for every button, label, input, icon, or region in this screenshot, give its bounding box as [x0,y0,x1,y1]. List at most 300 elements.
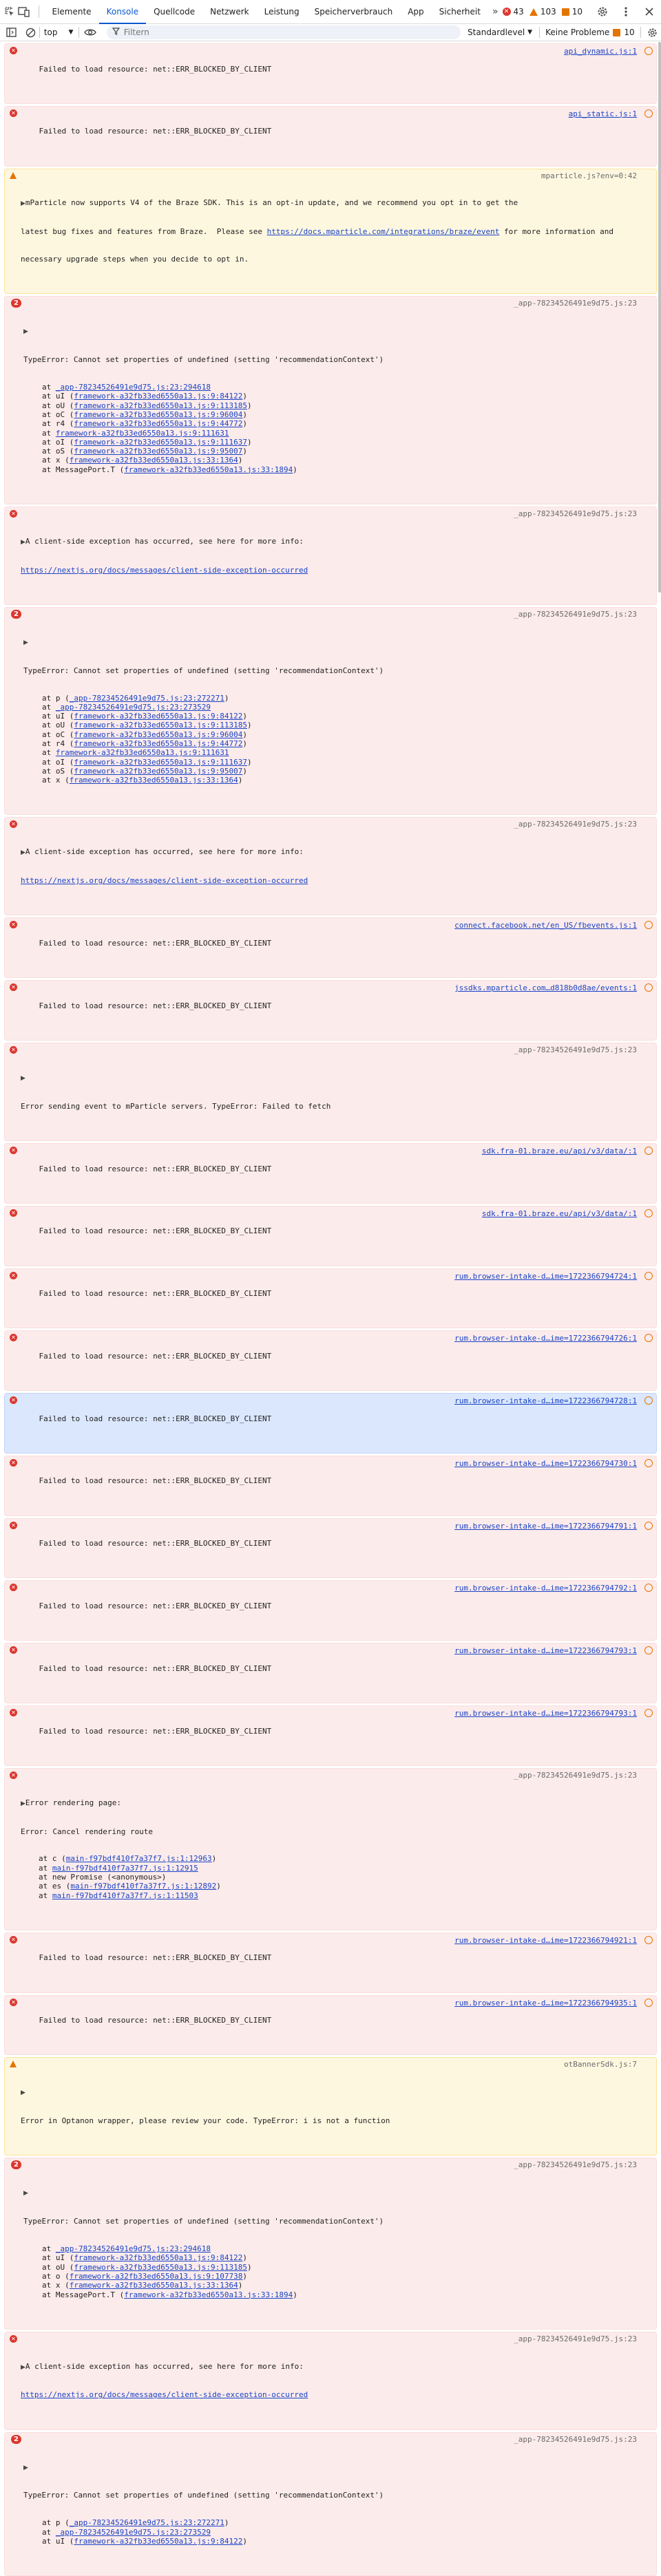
stack-frame-suffix: ) [242,766,248,776]
stack-frame-suffix: ) [238,776,243,785]
stack-frame-prefix: at MessagePort.T ( [42,465,125,474]
stack-frame [21,2281,652,2290]
stack-frame-link[interactable]: main-f97bdf410f7a37f7.js:1:11503 [52,1891,198,1900]
stack-frame-link[interactable]: framework-a32fb33ed6550a13.js:9:113185 [74,721,248,730]
stack-frame-link[interactable]: framework-a32fb33ed6550a13.js:9:111631 [55,748,229,758]
source-link[interactable]: api_dynamic.js:1 [564,47,637,56]
network-request-icon[interactable] [644,1936,653,1944]
console-message-error[interactable] [4,1330,657,1391]
error-icon: ✕ [10,1272,17,1279]
stack-frame [21,1873,652,1882]
stack-frame [21,2518,652,2527]
context-value: top [43,28,58,37]
console-message-error-group[interactable] [4,2432,657,2576]
stack-frame-prefix: at oU ( [42,2262,74,2272]
stack-frame-link[interactable]: _app-78234526491e9d75.js:23:272271 [69,2518,224,2528]
console-message-warning[interactable] [4,2057,657,2155]
stack-frame-prefix: at uI ( [42,2253,74,2263]
stack-frame [21,721,652,730]
docs-link[interactable]: https://nextjs.org/docs/messages/client-side-exception-occurred [21,876,308,886]
stack-frame-prefix: at r4 ( [42,419,74,429]
console-message-error[interactable] [4,1643,657,1703]
error-count-icon: ✕ [503,8,511,16]
stack-frame-link[interactable]: framework-a32fb33ed6550a13.js:9:111637 [74,437,248,447]
stack-frame-link[interactable]: framework-a32fb33ed6550a13.js:9:84122 [74,712,243,721]
issue-count: 10 [571,7,583,17]
stack-frame-prefix: at MessagePort.T ( [42,2290,125,2299]
tab-speicherverbrauch[interactable]: Speicherverbrauch [314,6,393,17]
chevron-down-icon: ▼ [68,29,74,36]
network-request-icon[interactable] [644,1272,653,1280]
stack-frame-suffix: ) [224,693,229,703]
message-text: Failed to load resource: net::ERR_BLOCKED_BY_CLIENT [39,1414,272,1423]
stack-frame-suffix: ) [238,2281,243,2290]
source-link[interactable]: rum.browser-intake-d…ime=1722366794935:1 [454,1998,637,2008]
error-headline: TypeError: Cannot set properties of undefined (setting 'recommendationContext') [23,666,384,675]
network-request-icon[interactable] [644,1584,653,1592]
message-text: Failed to load resource: net::ERR_BLOCKED_BY_CLIENT [39,1164,272,1173]
source-link[interactable]: api_static.js:1 [568,109,637,118]
error-icon: ✕ [10,1709,17,1716]
stack-frame-suffix: ) [242,2253,248,2263]
console-message-error-group[interactable] [4,2158,657,2329]
stack-frame-link[interactable]: framework-a32fb33ed6550a13.js:9:113185 [74,2262,248,2272]
stack-frame [21,767,652,776]
source-label[interactable]: otBannerSdk.js:7 [564,2060,637,2069]
expand-caret-icon[interactable]: ▶ [23,639,28,646]
message-line: A client-side exception has occurred, see here for more info: [25,536,304,546]
context-selector[interactable] [40,28,79,37]
tab-netzwerk[interactable]: Netzwerk [210,6,249,17]
stack-frame [21,703,652,712]
error-icon: ✕ [10,1522,17,1529]
stack-frame-prefix: at new Promise (<anonymous>) [39,1873,167,1882]
stack-trace [21,2518,652,2546]
stack-frame [21,2263,652,2272]
stack-frame [21,776,652,785]
error-icon: ✕ [10,2335,17,2343]
expand-caret-icon[interactable]: ▶ [23,2464,28,2471]
repeat-count-badge: 2 [11,2435,21,2444]
source-link[interactable]: rum.browser-intake-d…ime=1722366794791:1 [454,1521,637,1531]
repeat-count-badge: 2 [11,299,21,308]
stack-frame-suffix: ) [242,447,248,456]
stack-frame [21,712,652,721]
console-message-error[interactable] [4,2332,657,2430]
stack-trace [21,2244,652,2299]
stack-frame-suffix: ) [247,437,252,447]
error-icon: ✕ [10,1147,17,1154]
stack-frame-suffix: ) [247,757,252,767]
source-label[interactable]: mparticle.js?env=0:42 [541,171,637,180]
stack-frame-suffix: ) [293,2290,297,2299]
stack-frame-link[interactable]: framework-a32fb33ed6550a13.js:9:84122 [74,2253,243,2263]
repeat-count-badge: 2 [11,2160,21,2169]
message-text: Failed to load resource: net::ERR_BLOCKED_BY_CLIENT [39,1726,272,1736]
docs-link[interactable]: https://nextjs.org/docs/messages/client-side-exception-occurred [21,565,308,575]
stack-frame-suffix: ) [242,730,248,739]
source-label[interactable]: _app-78234526491e9d75.js:23 [514,1770,637,1780]
stack-frame [21,694,652,703]
stack-frame-suffix: ) [242,2271,248,2281]
issues-count: 10 [624,28,635,37]
tab-sicherheit[interactable]: Sicherheit [439,6,481,17]
message-text: Failed to load resource: net::ERR_BLOCKED_BY_CLIENT [39,1289,272,1299]
stack-frame-prefix: at oC ( [42,730,74,739]
error-icon: ✕ [10,510,17,518]
error-icon: ✕ [10,1459,17,1467]
log-level-value: Standardlevel [468,28,525,37]
more-options-icon[interactable] [617,3,635,21]
console-messages [0,42,661,2546]
network-request-icon[interactable] [644,1396,653,1405]
console-message-error[interactable] [4,106,657,167]
network-request-icon[interactable] [644,47,653,55]
stack-frame-suffix: ) [242,419,248,429]
error-icon: ✕ [10,1334,17,1341]
stack-frame-prefix: at p ( [42,2518,70,2528]
expand-caret-icon[interactable]: ▶ [21,2363,25,2371]
more-tabs-icon[interactable]: » [492,6,499,17]
stack-frame-link[interactable]: framework-a32fb33ed6550a13.js:9:44772 [74,739,243,749]
message-line: latest bug fixes and features from Braze. Please see [21,227,267,237]
stack-frame-link[interactable]: framework-a32fb33ed6550a13.js:9:96004 [74,409,243,419]
stack-frame-prefix: at [42,702,56,712]
network-request-icon[interactable] [644,1459,653,1467]
console-settings-gear-icon[interactable] [644,23,661,41]
stack-frame-suffix: ) [224,2518,229,2528]
stack-frame-link[interactable]: framework-a32fb33ed6550a13.js:9:84122 [74,392,243,401]
stack-frame [21,2528,652,2537]
error-icon: ✕ [10,1584,17,1591]
warning-icon [10,172,17,179]
network-request-icon[interactable] [644,109,653,118]
message-text: Failed to load resource: net::ERR_BLOCKED_BY_CLIENT [39,1953,272,1963]
tab-konsole[interactable]: Konsole [99,0,147,24]
expand-caret-icon[interactable]: ▶ [21,1800,25,1807]
message-text: Failed to load resource: net::ERR_BLOCKED_BY_CLIENT [39,1476,272,1486]
stack-frame [21,383,652,392]
stack-frame-link[interactable]: framework-a32fb33ed6550a13.js:9:113185 [74,401,248,410]
source-label[interactable]: _app-78234526491e9d75.js:23 [514,2334,637,2343]
source-label[interactable]: _app-78234526491e9d75.js:23 [514,299,637,308]
error-icon: ✕ [10,1396,17,1404]
network-request-icon[interactable] [644,1522,653,1530]
console-message-error[interactable] [4,1043,657,1141]
stack-frame [21,2253,652,2262]
stack-frame-link[interactable]: framework-a32fb33ed6550a13.js:9:107738 [69,2271,243,2281]
live-expression-eye-icon[interactable] [79,21,101,45]
stack-frame-prefix: at es ( [39,1882,71,1891]
console-message-warning[interactable] [4,169,657,295]
stack-frame [21,730,652,739]
stack-frame-suffix: ) [211,1854,217,1864]
expand-caret-icon[interactable]: ▶ [21,849,25,857]
stack-frame-link[interactable]: framework-a32fb33ed6550a13.js:9:44772 [74,419,243,429]
stack-frame-prefix: at x ( [42,2281,70,2290]
error-headline: Error: Cancel rendering route [21,1827,154,1836]
console-message-error[interactable] [4,507,657,605]
stack-frame-link[interactable]: _app-78234526491e9d75.js:23:273529 [55,702,211,712]
network-request-icon[interactable] [644,921,653,929]
stack-frame-prefix: at oS ( [42,447,74,456]
source-label[interactable]: _app-78234526491e9d75.js:23 [514,820,637,829]
stack-frame-suffix: ) [238,456,243,465]
error-icon: ✕ [10,1936,17,1944]
stack-frame-link[interactable]: _app-78234526491e9d75.js:23:294618 [55,2244,211,2254]
source-link[interactable]: rum.browser-intake-d…ime=1722366794724:1 [454,1271,637,1281]
source-label[interactable]: _app-78234526491e9d75.js:23 [514,1045,637,1054]
sidebar-toggle-icon[interactable] [1,21,21,45]
stack-frame-suffix: ) [247,2262,252,2272]
stack-frame [21,410,652,419]
message-line: mParticle now supports V4 of the Braze SDK. This is an opt-in update, and we recommend you opt in to get the [25,198,518,208]
console-message-error[interactable] [4,1995,657,2056]
stack-frame-link[interactable]: framework-a32fb33ed6550a13.js:9:111637 [74,757,248,767]
console-message-error[interactable] [4,1933,657,1993]
message-text: Error sending event to mParticle servers. TypeError: Failed to fetch [21,1101,331,1111]
error-count: 43 [513,7,524,17]
error-icon: ✕ [10,1999,17,2006]
issue-count-icon [562,8,569,16]
clear-console-icon[interactable] [21,21,39,45]
expand-caret-icon[interactable]: ▶ [21,1074,25,1082]
tab-leistung[interactable]: Leistung [264,6,300,17]
stack-frame-suffix: ) [242,392,248,401]
stack-frame [21,419,652,428]
console-message-error-group[interactable] [4,607,657,816]
close-icon[interactable] [640,3,658,21]
stack-frame [21,758,652,767]
stack-frame-link[interactable]: framework-a32fb33ed6550a13.js:9:111631 [55,428,229,438]
error-headline: TypeError: Cannot set properties of undefined (setting 'recommendationContext') [23,355,384,365]
stack-frame [21,1891,652,1900]
log-level-dropdown[interactable] [461,28,539,37]
error-icon: ✕ [10,109,17,117]
message-counters[interactable] [503,3,661,21]
stack-frame-prefix: at [42,383,56,392]
error-icon: ✕ [10,47,17,54]
stack-frame-link[interactable]: framework-a32fb33ed6550a13.js:33:1894 [124,2290,293,2299]
stack-frame-link[interactable]: main-f97bdf410f7a37f7.js:1:12892 [70,1882,217,1891]
message-line: necessary upgrade steps when you decide to opt in. [21,255,249,264]
stack-frame-link[interactable]: framework-a32fb33ed6550a13.js:33:1364 [69,776,238,785]
source-label[interactable]: _app-78234526491e9d75.js:23 [514,509,637,518]
console-message-error[interactable] [4,1143,657,1204]
console-message-error[interactable] [4,1580,657,1641]
stack-frame-link[interactable]: _app-78234526491e9d75.js:23:272271 [69,693,224,703]
stack-frame-link[interactable]: _app-78234526491e9d75.js:23:294618 [55,383,211,392]
error-icon: ✕ [10,921,17,928]
expand-caret-icon[interactable]: ▶ [23,2190,28,2197]
stack-frame-link[interactable]: framework-a32fb33ed6550a13.js:9:96004 [74,730,243,739]
message-line: A client-side exception has occurred, see here for more info: [25,847,304,857]
repeat-count-badge: 2 [11,610,21,619]
message-line: for more information and [499,227,613,237]
network-request-icon[interactable] [644,1147,653,1155]
warning-icon [10,2061,17,2067]
source-link[interactable]: rum.browser-intake-d…ime=1722366794730:1 [454,1458,637,1468]
source-label[interactable]: _app-78234526491e9d75.js:23 [514,2434,637,2444]
stack-trace [21,694,652,785]
console-toolbar [0,24,661,41]
source-link[interactable]: jssdks.mparticle.com…d818b0d8ae/events:1 [454,983,637,993]
stack-frame-suffix: ) [242,712,248,721]
network-request-icon[interactable] [644,1709,653,1717]
divider [640,27,641,38]
network-request-icon[interactable] [644,983,653,992]
error-icon: ✕ [10,983,17,991]
stack-frame-link[interactable]: framework-a32fb33ed6550a13.js:9:84122 [74,2536,243,2546]
filter-box[interactable] [107,25,461,39]
stack-frame [21,2244,652,2253]
console-message-error[interactable] [4,817,657,915]
warning-count-icon [529,8,538,16]
stack-frame [21,1864,652,1873]
filter-input[interactable] [124,28,454,37]
stack-frame [21,401,652,410]
console-message-error-selected[interactable] [4,1393,657,1454]
stack-frame [21,1882,652,1891]
issues-button[interactable] [540,28,640,37]
stack-frame [21,465,652,474]
stack-frame-prefix: at [42,2527,56,2537]
console-message-error[interactable] [4,1206,657,1266]
error-icon: ✕ [10,1209,17,1217]
network-request-icon[interactable] [644,1209,653,1217]
stack-frame [21,748,652,757]
network-request-icon[interactable] [644,1999,653,2007]
stack-frame [21,739,652,748]
tab-quellcode[interactable]: Quellcode [154,6,196,17]
stack-frame-suffix: ) [247,401,252,410]
console-message-error[interactable] [4,1518,657,1579]
expand-caret-icon[interactable]: ▶ [23,328,28,336]
stack-frame [21,2290,652,2299]
console-message-error[interactable] [4,43,657,104]
message-text: Failed to load resource: net::ERR_BLOCKED_BY_CLIENT [39,2016,272,2025]
console-scrollbar[interactable] [658,42,661,593]
stack-frame-prefix: at uI ( [42,392,74,401]
error-icon: ✕ [10,1046,17,1054]
stack-frame-prefix: at [39,1891,52,1900]
stack-frame-prefix: at [42,2244,56,2254]
error-icon: ✕ [10,1646,17,1654]
console-message-error[interactable] [4,917,657,978]
stack-frame [21,438,652,447]
stack-frame-link[interactable]: framework-a32fb33ed6550a13.js:9:95007 [74,766,243,776]
tab-elemente[interactable]: Elemente [52,6,92,17]
console-message-error[interactable] [4,1456,657,1516]
chevron-down-icon: ▼ [527,29,533,36]
issues-label: Keine Probleme [545,28,610,37]
console-message-error[interactable] [4,980,657,1041]
message-text: Failed to load resource: net::ERR_BLOCKED_BY_CLIENT [39,939,272,948]
stack-frame-link[interactable]: framework-a32fb33ed6550a13.js:33:1364 [69,456,238,465]
console-message-error-group[interactable] [4,296,657,504]
stack-frame-prefix: at r4 ( [42,739,74,749]
message-text: Failed to load resource: net::ERR_BLOCKED_BY_CLIENT [39,1001,272,1010]
source-link[interactable]: rum.browser-intake-d…ime=1722366794921:1 [454,1935,637,1945]
stack-frame [21,2272,652,2281]
source-label[interactable]: _app-78234526491e9d75.js:23 [514,609,637,619]
stack-frame [21,447,652,456]
stack-frame-link[interactable]: framework-a32fb33ed6550a13.js:33:1364 [69,2281,238,2290]
docs-link[interactable]: https://nextjs.org/docs/messages/client-side-exception-occurred [21,2390,308,2400]
source-link[interactable]: rum.browser-intake-d…ime=1722366794792:1 [454,1584,637,1593]
message-text: Failed to load resource: net::ERR_BLOCKED_BY_CLIENT [39,1226,272,1236]
stack-frame-link[interactable]: main-f97bdf410f7a37f7.js:1:12963 [65,1854,212,1864]
stack-frame [21,456,652,465]
network-request-icon[interactable] [644,1646,653,1654]
message-text: Failed to load resource: net::ERR_BLOCKED_BY_CLIENT [39,1663,272,1673]
source-link[interactable]: connect.facebook.net/en_US/fbevents.js:1 [454,921,637,930]
error-headline: TypeError: Cannot set properties of undefined (setting 'recommendationContext') [23,2491,384,2500]
stack-frame-prefix: at x ( [42,776,70,785]
console-message-error[interactable] [4,1768,657,1930]
stack-frame-link[interactable]: _app-78234526491e9d75.js:23:273529 [55,2527,211,2537]
docs-link[interactable]: https://docs.mparticle.com/integrations/braze/event [266,227,500,237]
stack-frame-prefix: at x ( [42,456,70,465]
message-text: Failed to load resource: net::ERR_BLOCKED_BY_CLIENT [39,1539,272,1548]
message-line: Error rendering page: [25,1798,121,1807]
console-message-error[interactable] [4,1705,657,1766]
source-link[interactable]: rum.browser-intake-d…ime=1722366794793:1 [454,1708,637,1718]
stack-frame-prefix: at p ( [42,693,70,703]
stack-frame-prefix: at [42,428,56,438]
stack-frame-suffix: ) [242,2536,248,2546]
source-link[interactable]: sdk.fra-01.braze.eu/api/v3/data/:1 [481,1146,637,1156]
source-link[interactable]: rum.browser-intake-d…ime=1722366794793:1 [454,1646,637,1656]
source-link[interactable]: sdk.fra-01.braze.eu/api/v3/data/:1 [481,1209,637,1218]
message-line: A client-side exception has occurred, see here for more info: [25,2361,304,2371]
issue-flag-icon [613,29,620,36]
settings-gear-icon[interactable] [594,3,611,21]
stack-trace [21,1854,652,1899]
stack-frame-prefix: at oU ( [42,721,74,730]
stack-frame [21,429,652,438]
console-message-error[interactable] [4,1268,657,1329]
expand-caret-icon[interactable]: ▶ [21,538,25,546]
expand-caret-icon[interactable]: ▶ [21,2089,25,2097]
stack-frame-suffix: ) [247,721,252,730]
stack-frame-prefix: at [42,748,56,758]
message-text: Failed to load resource: net::ERR_BLOCKED_BY_CLIENT [39,1601,272,1611]
source-link[interactable]: rum.browser-intake-d…ime=1722366794728:1 [454,1396,637,1406]
stack-trace [21,383,652,474]
tab-app[interactable]: App [408,6,424,17]
stack-frame [21,1854,652,1863]
stack-frame-link[interactable]: framework-a32fb33ed6550a13.js:33:1894 [124,465,293,474]
stack-frame-link[interactable]: main-f97bdf410f7a37f7.js:1:12915 [52,1863,198,1873]
stack-frame-link[interactable]: framework-a32fb33ed6550a13.js:9:95007 [74,447,243,456]
source-link[interactable]: rum.browser-intake-d…ime=1722366794726:1 [454,1334,637,1343]
message-text: Error in Optanon wrapper, please review your code. TypeError: i is not a function [21,2116,390,2126]
stack-frame [21,2537,652,2546]
filter-funnel-icon [112,28,120,37]
source-label[interactable]: _app-78234526491e9d75.js:23 [514,2160,637,2170]
message-text: Failed to load resource: net::ERR_BLOCKED_BY_CLIENT [39,127,272,136]
message-text: Failed to load resource: net::ERR_BLOCKED_BY_CLIENT [39,1351,272,1361]
network-request-icon[interactable] [644,1334,653,1342]
stack-frame-prefix: at oI ( [42,437,74,447]
stack-frame-prefix: at oC ( [42,409,74,419]
error-icon: ✕ [10,1771,17,1779]
stack-frame-prefix: at uI ( [42,712,74,721]
stack-frame-suffix: ) [242,409,248,419]
stack-frame-prefix: at oU ( [42,401,74,410]
expand-caret-icon[interactable]: ▶ [21,200,25,208]
